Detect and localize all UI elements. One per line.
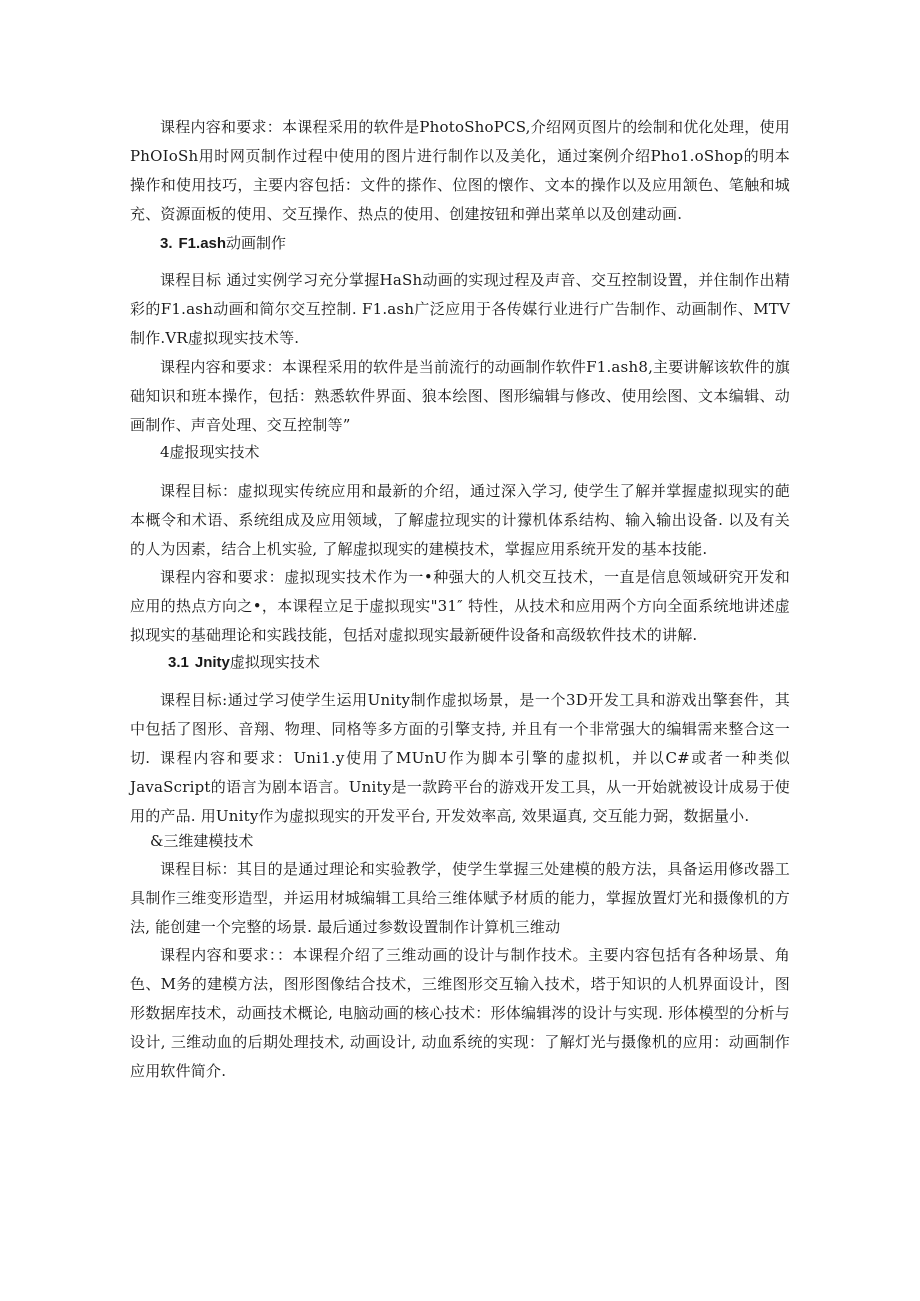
section-number: 3.: [160, 235, 173, 252]
paragraph-flash-goal: 课程目标 通过实例学习充分掌握HaSh动画的实现过程及声音、交互控制设置，并住制作出精彩的F1.ash动画和简尔交互控制. F1.ash广泛应用于各传媒行业进行广告制作、动画制作、MTV制作.VR虚拟现实技术等.: [130, 271, 790, 347]
paragraph-vr-content: 课程内容和要求：虚拟现实技术作为一•种强大的人机交互技术，一直是信息领域研究开发和应用的热点方向之•，本课程立足于虚拟现实"31″ 特性，从技术和应用两个方向全面系统地讲述虚拟现实的基础理论和实践技能，包括对虚拟现实最新硬件设备和高级软件技术的讲解.: [130, 568, 790, 644]
section-title-text: 动画制作: [226, 234, 287, 252]
section-number: 3.1: [168, 654, 189, 671]
section-heading-3d-modeling: &三维建模技术: [150, 832, 254, 850]
paragraph-unity-goal: 课程目标:通过学习使学生运用Unity制作虚拟场景，是一个3D开发工具和游戏出擎套件，其中包括了图形、音翔、物理、同格等多方面的引擎支持, 并且有一个非常强大的编辑需来整合这一切.: [130, 691, 790, 767]
paragraph-3d-goal: 课程目标：其目的是通过理论和实验教学，使学生掌握三处建模的般方法，具备运用修改器工具制作三维变形造型，并运用材城编辑工具给三维体赋予材质的能力，掌握放置灯光和摄像机的方法, 能创建一个完整的场景. 最后通过参数设置制作计算机三维动: [130, 860, 790, 936]
paragraph-photoshop-content: 课程内容和要求：本课程采用的软件是PhotoShoPCS,介绍网页图片的绘制和优化处理，使用PhOIoSh用时网页制作过程中使用的图片进行制作以及美化，通过案例介绍Pho1.oShop的明本操作和使用技巧，主要内容包括：文件的搽作、位图的懐作、文本的操作以及应用颔色、笔触和城充、资源面板的使用、交互操作、热点的使用、创建按钮和弹出菜单以及创建动画.: [130, 118, 790, 223]
section-heading-unity: [168, 650, 320, 675]
section-heading-vr: 4虚报现实技术: [160, 443, 260, 461]
paragraph-vr-goal: 课程目标：虚拟现实传统应用和最新的介绍，通过深入学习, 使学生了解并掌握虚拟现实的葩本概令和术语、系统组成及应用领域，了解虚拉现实的计獴机体系结构、输入输出设备. 以及有关的人为因素，结合上机实验, 了解虚拟现实的建模技术，掌握应用系统开发的基本技能.: [130, 482, 790, 558]
section-title-text: 虚拟现实技术: [229, 653, 320, 671]
paragraph-flash-content: 课程内容和要求：本课程采用的软件是当前流行的动画制作软件F1.ash8,主要讲解该软件的旗础知识和班本操作，包括：熟悉软件界面、狼本绘图、图形编辑与修改、使用绘图、文本编辑、动画制作、声音处理、交互控制等”: [130, 358, 790, 434]
section-title-latin: F1.ash: [178, 235, 227, 252]
section-title-latin: Jnity: [194, 654, 230, 671]
paragraph-3d-content: 课程内容和要求：：本课程介绍了三维动画的设计与制作技术。主要内容包括有各种场景、角色、M务的建模方法，图形图像结合技术，三维图形交互输入技术，塔于知识的人机界面设计，图形数据库技术，动画技术概论, 电脑动画的核心技术：形体编辑涔的设计与实现. 形体模型的分析与设计, 三维动血的后期处理技术, 动画设计, 动血系统的实现：了解灯光与摄像机的应用：动画制作应用软件简介.: [130, 946, 790, 1080]
paragraph-unity-content: 课程内容和要求：Uni1.y使用了MUnU作为脚本引擎的虚拟机，并以C#或者一种类似JavaScript的语言为剧本语言。Unity是一款跨平台的游戏开发工具，从一开始就被设计成易于使用的产品. 用Unity作为虚拟现实的开发平台, 开发效率高, 效果逼真, 交互能力弼，数据量小.: [130, 749, 790, 825]
section-heading-flash: [160, 231, 286, 256]
